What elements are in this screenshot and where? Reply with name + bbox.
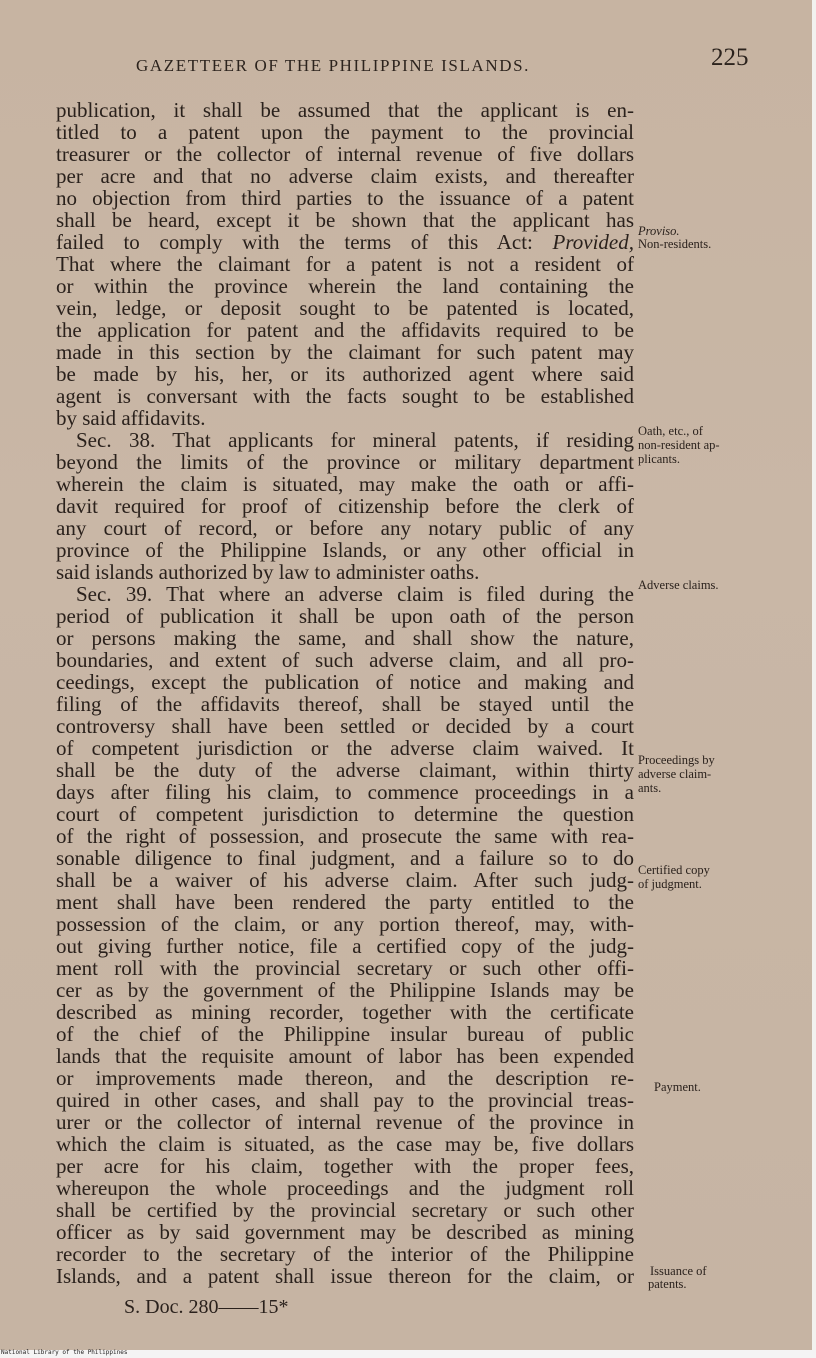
text-line: or persons making the same, and shall show the nature, [56, 626, 634, 650]
provided-word: Provided, [552, 230, 634, 254]
margin-note-oath-line3: plicants. [638, 452, 681, 466]
text-line: possession of the claim, or any portion thereof, may, with- [56, 912, 634, 936]
text-line: vein, ledge, or deposit sought to be patented is located, [56, 296, 634, 320]
margin-note-certified-line2: of judgment. [638, 877, 702, 891]
text-line: of the right of possession, and prosecute the same with rea- [56, 824, 634, 848]
library-credit: National Library of the Philippines [1, 1349, 128, 1356]
text-line: shall be a waiver of his adverse claim. After such judg- [56, 868, 634, 892]
text-line: be made by his, her, or its authorized agent where said [56, 362, 634, 386]
text-line-part: That where an adverse claim is filed during the [166, 582, 634, 606]
text-line: officer as by said government may be described as mining [56, 1220, 634, 1244]
section-38-line [76, 429, 634, 451]
text-line: which the claim is situated, as the case may be, five dollars [56, 1132, 634, 1156]
text-line: publication, it shall be assumed that the applicant is en- [56, 98, 634, 122]
text-line: quired in other cases, and shall pay to the provincial treas- [56, 1088, 634, 1112]
text-line: any court of record, or before any notary public of any [56, 516, 634, 540]
text-line-part: That applicants for mineral patents, if residing [172, 428, 635, 452]
text-line: of competent jurisdiction or the adverse claim waived. It [56, 736, 634, 760]
text-line: shall be heard, except it be shown that the applicant has [56, 208, 634, 232]
text-line: agent is conversant with the facts sought to be established [56, 384, 634, 408]
text-line: boundaries, and extent of such adverse claim, and all pro- [56, 648, 634, 672]
signature-line: S. Doc. 280——15* [124, 1296, 289, 1318]
text-line: That where the claimant for a patent is not a resident of [56, 252, 634, 276]
text-line: made in this section by the claimant for such patent may [56, 340, 634, 364]
text-line: recorder to the secretary of the interior of the Philippine [56, 1242, 634, 1266]
text-line: or within the province wherein the land containing the [56, 274, 634, 298]
page-number: 225 [711, 44, 749, 71]
text-line: days after filing his claim, to commence proceedings in a [56, 780, 634, 804]
text-line: cer as by the government of the Philippine Islands may be [56, 978, 634, 1002]
text-line: titled to a patent upon the payment to the provincial [56, 120, 634, 144]
section-38-label: Sec. 38. [76, 428, 156, 452]
text-line: whereupon the whole proceedings and the judgment roll [56, 1176, 634, 1200]
margin-note-issuance-line1: Issuance of [650, 1264, 707, 1278]
text-line: no objection from third parties to the issuance of a patent [56, 186, 634, 210]
text-line: the application for patent and the affidavits required to be [56, 318, 634, 342]
margin-note-payment: Payment. [654, 1080, 701, 1094]
text-line: province of the Philippine Islands, or any other official in [56, 538, 634, 562]
text-line: or improvements made thereon, and the description re- [56, 1066, 634, 1090]
text-line: per acre and that no adverse claim exists, and thereafter [56, 164, 634, 188]
margin-note-certified-line1: Certified copy [638, 863, 710, 877]
margin-note-proviso [638, 224, 756, 238]
text-line: ment shall have been rendered the party entitled to the [56, 890, 634, 914]
text-line-part: failed to comply with the terms of this Act: [56, 230, 553, 254]
section-39-label: Sec. 39. [76, 582, 153, 606]
text-line: davit required for proof of citizenship before the clerk of [56, 494, 634, 518]
margin-note-proceedings-line1: Proceedings by [638, 753, 715, 767]
margin-note-non-residents: Non-residents. [638, 237, 712, 251]
margin-note-proceedings-line3: ants. [638, 781, 662, 795]
text-line: treasurer or the collector of internal revenue of five dollars [56, 142, 634, 166]
section-39-line [76, 583, 634, 605]
text-line: court of competent jurisdiction to determine the question [56, 802, 634, 826]
text-line: said islands authorized by law to administer oaths. [56, 560, 480, 584]
text-line: ceedings, except the publication of notice and making and [56, 670, 634, 694]
text-line: urer or the collector of internal revenue of the province in [56, 1110, 634, 1134]
text-line: shall be the duty of the adverse claimant, within thirty [56, 758, 634, 782]
text-line: Islands, and a patent shall issue thereon for the claim, or [56, 1264, 634, 1288]
proviso-label: Proviso. [638, 224, 680, 238]
running-head: GAZETTEER OF THE PHILIPPINE ISLANDS. [136, 56, 530, 75]
text-line-with-proviso [56, 231, 634, 253]
margin-note-proceedings-line2: adverse claim- [638, 767, 712, 781]
text-line: out giving further notice, file a certified copy of the judg- [56, 934, 634, 958]
margin-note-oath-line1: Oath, etc., of [638, 424, 703, 438]
margin-note-oath-line2: non-resident ap- [638, 438, 720, 452]
text-line: lands that the requisite amount of labor has been expended [56, 1044, 634, 1068]
text-line: filing of the affidavits thereof, shall be stayed until the [56, 692, 634, 716]
text-line: beyond the limits of the province or military department [56, 450, 634, 474]
text-line: wherein the claim is situated, may make the oath or affi- [56, 472, 634, 496]
text-line: by said affidavits. [56, 406, 206, 430]
text-line: ment roll with the provincial secretary or such other offi- [56, 956, 634, 980]
text-line: controversy shall have been settled or decided by a court [56, 714, 634, 738]
text-line: described as mining recorder, together with the certificate [56, 1000, 634, 1024]
margin-note-adverse-claims: Adverse claims. [638, 578, 719, 592]
text-line: sonable diligence to final judgment, and a failure so to do [56, 846, 634, 870]
text-line: period of publication it shall be upon oath of the person [56, 604, 634, 628]
text-line: per acre for his claim, together with the proper fees, [56, 1154, 634, 1178]
text-line: shall be certified by the provincial secretary or such other [56, 1198, 634, 1222]
text-line: of the chief of the Philippine insular bureau of public [56, 1022, 634, 1046]
margin-note-issuance-line2: patents. [648, 1277, 687, 1291]
